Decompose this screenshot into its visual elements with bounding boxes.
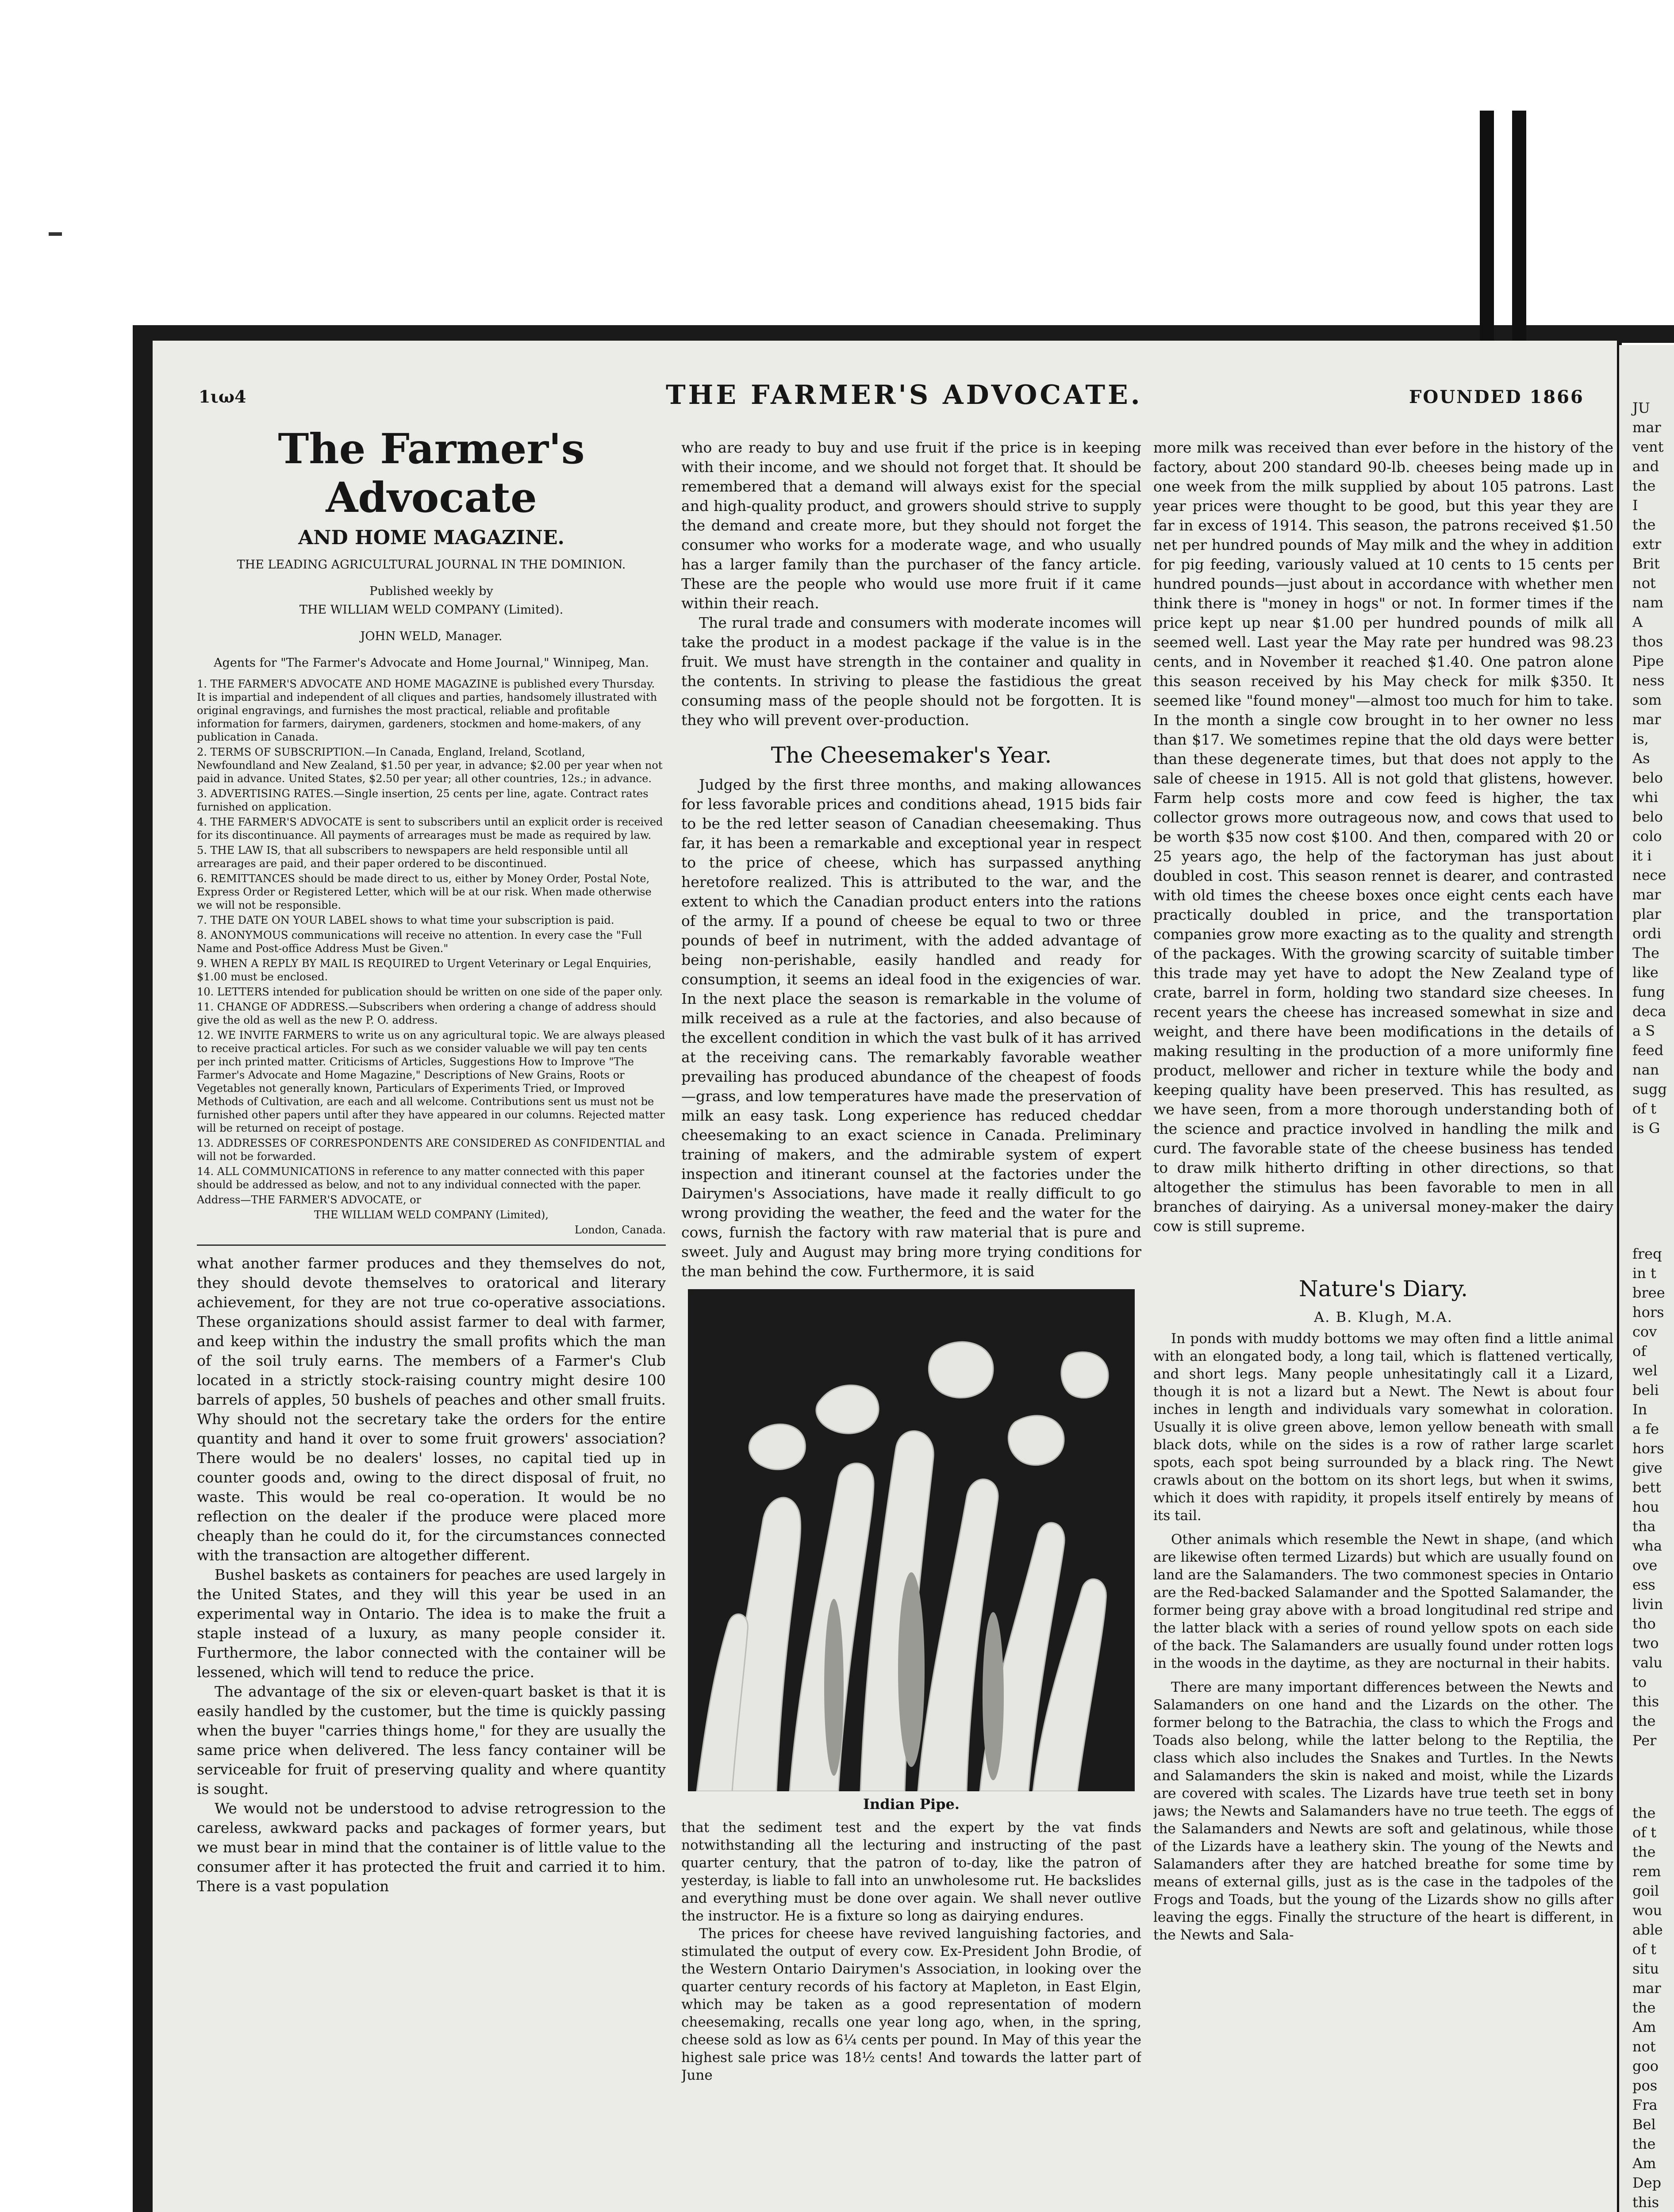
adjacent-page-fragment: bree	[1632, 1284, 1665, 1301]
adjacent-page-fragment: tho	[1632, 1615, 1656, 1632]
adjacent-page-fragment: nam	[1632, 594, 1664, 611]
natures-diary-headline: Nature's Diary.	[1299, 1276, 1468, 1302]
rules-list	[197, 677, 666, 1237]
adjacent-page-fragment: hou	[1632, 1498, 1659, 1515]
column-2	[681, 438, 1141, 2212]
adjacent-page-fragment: mar	[1632, 886, 1661, 903]
adjacent-page-fragment: rem	[1632, 1863, 1661, 1880]
adjacent-page-fragment: mar	[1632, 1980, 1661, 1997]
cheesemaker-article	[681, 775, 1141, 1281]
adjacent-page-fragment: the	[1632, 2135, 1656, 2152]
cheesemaker-article-end	[1153, 438, 1613, 1236]
adjacent-page-fragment: two	[1632, 1635, 1659, 1651]
adjacent-page-fragment: the	[1632, 1805, 1656, 1821]
adjacent-page-text	[1619, 345, 1674, 2212]
paragraph: The advantage of the six or eleven-quart basket is that it is easily handled by the customer, but the time is quickly passing when the buyer "carries things home," for they are usually the same price when delivered. The less fancy container will be serviceable for fruit of preserving quality and where quantity is sought.	[197, 1683, 666, 1797]
rule-item: 14. ALL COMMUNICATIONS in reference to any matter connected with this paper should be addressed as below, and not to any individual connected with the paper.	[197, 1165, 645, 1191]
adjacent-page-fragment: ess	[1632, 1576, 1655, 1593]
adjacent-page-fragment: cov	[1632, 1323, 1657, 1340]
adjacent-page-fragment: is,	[1632, 730, 1649, 747]
scan-border-top	[0, 0, 1674, 310]
adjacent-page-fragment: nece	[1632, 867, 1666, 883]
masthead-company: THE WILLIAM WELD COMPANY (Limited).	[299, 603, 564, 617]
column-1-article	[197, 1254, 666, 1896]
adjacent-page-fragment: like	[1632, 964, 1659, 981]
address-line-1: Address—THE FARMER'S ADVOCATE, or	[197, 1194, 422, 1206]
page-header	[153, 341, 1617, 411]
founded-line: FOUNDED 1866	[1409, 387, 1584, 407]
adjacent-page-fragment: in t	[1632, 1265, 1656, 1282]
adjacent-page-fragment: this	[1632, 1693, 1659, 1710]
masthead-published: Published weekly by	[369, 584, 493, 598]
adjacent-page-fragment: deca	[1632, 1003, 1666, 1020]
adjacent-page-fragment: freq	[1632, 1245, 1662, 1262]
masthead-tagline: THE LEADING AGRICULTURAL JOURNAL IN THE DOMINION.	[237, 558, 626, 572]
adjacent-page-fragment: Brit	[1632, 555, 1660, 572]
paragraph: There are many important differences between the Newts and Salamanders on one hand and the Lizards on the other. The former belong to the Batrachia, the class to which the Frogs and Toads also belong, while the latter belong to the Reptilia, the class which also includes the Snakes and Turtles. In the Newts and Salamanders the skin is naked and moist, while the Lizards are covered with scales. The Lizards have true teeth set in bony jaws; the Newts and Salamanders have no true teeth. The eggs of the Salamanders and Newts are soft and gelatinous, while those of the Lizards have a leathery skin. The young of the Newts and Salamanders after they are hatched breathe for some time by means of external gills, just as is the case in the tadpoles of the Frogs and Toads, but the young of the Lizards show no gills after leaving the eggs. Finally the structure of the heart is different, in the Newts and Sala-	[1153, 1679, 1613, 1943]
adjacent-page-fragment: ness	[1632, 672, 1665, 689]
rule-item: 2. TERMS OF SUBSCRIPTION.—In Canada, England, Ireland, Scotland, Newfoundland and New Zealand, $1.50 per year, in advance; $2.00 per year when not paid in advance. United States, $2.50 per year; all other countries, 12s.; in advance.	[197, 746, 663, 785]
adjacent-page-fragment: sugg	[1632, 1081, 1667, 1098]
address-line-3: London, Canada.	[574, 1224, 666, 1236]
adjacent-page-fragment: bett	[1632, 1479, 1662, 1496]
adjacent-page-fragment: hors	[1632, 1440, 1664, 1457]
adjacent-page-fragment: it i	[1632, 847, 1652, 864]
adjacent-page-fragment: belo	[1632, 769, 1663, 786]
adjacent-page-fragment: vent	[1632, 438, 1664, 455]
paragraph: what another farmer produces and they themselves do not, they should devote themselves to oratorical and literary achievement, for they are not true co-operative associations. These organizations should assist farmer to deal with farmer, and keep within the industry the small profits which the man of the soil truly earns. The members of a Farmer's Club located in a strictly stock-raising country might desire 100 barrels of apples, 50 bushels of peaches and other small fruits. Why should not the secretary take the orders for the entire quantity and hand it over to some fruit growers' association? There would be no dealers' losses, no capital tied up in counter goods and, owing to the direct disposal of fruit, no waste. This would be real co-operation. It would be no reflection on the dealer if the produce were placed more cheaply than he could do it, for the circumstances connected with the transaction are altogether different.	[197, 1255, 666, 1564]
adjacent-page-fragment: The	[1632, 945, 1659, 961]
adjacent-page-fragment: A	[1632, 614, 1643, 630]
column-1	[197, 425, 666, 2212]
adjacent-page-fragment: mar	[1632, 419, 1661, 436]
adjacent-page-fragment: som	[1632, 691, 1662, 708]
adjacent-page-fragment: wou	[1632, 1902, 1662, 1919]
fruit-article-continued	[681, 438, 1141, 730]
adjacent-page-fragment: tha	[1632, 1518, 1656, 1535]
rule-item: 3. ADVERTISING RATES.—Single insertion, 25 cents per line, agate. Contract rates furnished on application.	[197, 787, 649, 813]
masthead-divider	[197, 1244, 666, 1246]
paragraph: Other animals which resemble the Newt in shape, (and which are likewise often termed Lizards) but which are usually found on land are the Salamanders. The two commonest species in Ontario are the Red-backed Salamander and the Spotted Salamander, the former being gray above with a broad longitudinal red stripe and the latter black with a series of round yellow spots on each side of the back. The Salamanders are usually found under rotten logs in the woods in the daytime, as they are nocturnal in their habits.	[1153, 1532, 1613, 1671]
rule-item: 6. REMITTANCES should be made direct to us, either by Money Order, Postal Note, Express Order or Registered Letter, which will be at our risk. When made otherwise we will not be responsible.	[197, 872, 652, 911]
address-line-2: THE WILLIAM WELD COMPANY (Limited),	[314, 1209, 549, 1221]
adjacent-page-fragment: the	[1632, 477, 1656, 494]
adjacent-page-fragment: Fra	[1632, 2097, 1658, 2113]
adjacent-page-fragment: of t	[1632, 1824, 1657, 1841]
adjacent-page-fragment: not	[1632, 2038, 1656, 2055]
rule-item: 5. THE LAW IS, that all subscribers to newspapers are held responsible until all arrearages are paid, and their paper ordered to be discontinued.	[197, 844, 628, 870]
adjacent-page-fragment: Pipe	[1632, 653, 1664, 669]
indian-pipe-photo	[688, 1289, 1135, 1791]
adjacent-page-fragment: hors	[1632, 1304, 1664, 1321]
paragraph: who are ready to buy and use fruit if the price is in keeping with their income, and we should not forget that. It should be remembered that a demand will always exist for the special and high-quality product, and growers should strive to supply the demand and create more, but they should not forget the consumer who works for a moderate wage, and who usually has a larger family than the purchaser of the fancy article. These are the people who would use more fruit if it came within their reach.	[681, 439, 1141, 612]
masthead-agents: Agents for "The Farmer's Advocate and Home Journal," Winnipeg, Man.	[214, 656, 649, 670]
adjacent-page-fragment: the	[1632, 1999, 1656, 2016]
adjacent-page-fragment: a S	[1632, 1022, 1655, 1039]
scan-border-top-dark	[133, 325, 1674, 343]
adjacent-page-fragment: extr	[1632, 536, 1662, 553]
rule-item: 7. THE DATE ON YOUR LABEL shows to what time your subscription is paid.	[197, 914, 614, 926]
adjacent-page-fragment: livin	[1632, 1596, 1663, 1613]
rule-item: 1. THE FARMER'S ADVOCATE AND HOME MAGAZINE is published every Thursday. It is impartial and independent of all cliques and parties, handsomely illustrated with original engravings, and furnishes the most practical, reliable and profitable information for farmers, dairymen, gardeners, stockmen and home-makers, of any publication in Canada.	[197, 678, 657, 743]
masthead-manager: JOHN WELD, Manager.	[360, 630, 503, 643]
rule-item: 13. ADDRESSES OF CORRESPONDENTS ARE CONSIDERED AS CONFIDENTIAL and will not be forwarded.	[197, 1137, 665, 1163]
adjacent-page-fragment: of t	[1632, 1941, 1657, 1958]
running-head: THE FARMER'S ADVOCATE.	[666, 380, 1143, 411]
paragraph: that the sediment test and the expert by the vat finds notwithstanding all the lecturing and instructing of the past quarter century, that the patron of to-day, like the patron of yesterday, is liable to fall into an unwholesome rut. He backslides and everything must be done over again. We shall never outlive the instructor. He is a fixture so long as dairying endures.	[681, 1820, 1141, 1924]
masthead-title: The Farmer's Advocate	[278, 425, 585, 522]
masthead-subtitle: AND HOME MAGAZINE.	[298, 526, 564, 549]
cheesemaker-headline: The Cheesemaker's Year.	[771, 742, 1052, 768]
indian-pipe-illustration	[688, 1289, 1135, 1791]
adjacent-page-fragment: nan	[1632, 1061, 1659, 1078]
adjacent-page-fragment: of t	[1632, 1100, 1657, 1117]
paragraph: Bushel baskets as containers for peaches are used largely in the United States, and they will this year be used in an experimental way in Ontario. The idea is to make the fruit a staple instead of a luxury, as many people consider it. Furthermore, the labor connected with the container will be lessened, which will tend to reduce the price.	[197, 1566, 666, 1681]
adjacent-page-fragment: the	[1632, 1713, 1656, 1729]
adjacent-page-fragment: Per	[1632, 1732, 1657, 1749]
paragraph: The rural trade and consumers with moderate incomes will take the product in a modest package if the value is in the fruit. We must have strength in the container and quality in the contents. In striving to please the fastidious the great consuming mass of the people should not be forgotten. It is they who will prevent over-production.	[681, 614, 1141, 729]
adjacent-page-fragment: In	[1632, 1401, 1647, 1418]
column-3	[1153, 438, 1613, 2212]
adjacent-page-fragment: goo	[1632, 2058, 1659, 2074]
adjacent-page-fragment: the	[1632, 516, 1656, 533]
rule-item: 10. LETTERS intended for publication should be written on one side of the paper only.	[197, 986, 663, 998]
rule-item: 11. CHANGE OF ADDRESS.—Subscribers when ordering a change of address should give the old as well as the new P. O. address.	[197, 1001, 657, 1026]
adjacent-page-fragment: this	[1632, 2194, 1659, 2211]
rule-item: 4. THE FARMER'S ADVOCATE is sent to subscribers until an explicit order is received for its discontinuance. All payments of arrearages must be made as required by law.	[197, 816, 663, 841]
adjacent-page-fragment: whi	[1632, 789, 1659, 806]
adjacent-page-fragment: and	[1632, 458, 1659, 475]
newspaper-page	[153, 341, 1617, 2212]
adjacent-page-fragment: is G	[1632, 1120, 1660, 1137]
rule-item: 8. ANONYMOUS communications will receive no attention. In every case the "Full Name and Post-office Address Must be Given."	[197, 929, 642, 955]
adjacent-page-fragment: fung	[1632, 983, 1665, 1000]
adjacent-page-fragment: plar	[1632, 906, 1662, 922]
adjacent-page-fragment: Am	[1632, 2155, 1656, 2172]
adjacent-page-fragment: a fe	[1632, 1421, 1659, 1437]
adjacent-page-edge	[1619, 345, 1674, 2212]
adjacent-page-fragment: give	[1632, 1459, 1662, 1476]
adjacent-page-fragment: valu	[1632, 1654, 1662, 1671]
rule-item: 12. WE INVITE FARMERS to write us on any agricultural topic. We are always pleased to receive practical articles. For such as we consider valuable we will pay ten cents per inch printed matter. Criticisms of Articles, Suggestions How to Improve "The Farmer's Advocate and Home Magazine," Descriptions of New Grains, Roots or Vegetables not generally known, Particulars of Experiments Tried, or Improved Methods of Cultivation, are each and all welcome. Contributions sent us must not be furnished other papers until after they have appeared in our columns. Rejected matter will be returned on receipt of postage.	[197, 1029, 665, 1134]
natures-diary-byline: A. B. Klugh, M.A.	[1314, 1309, 1453, 1325]
adjacent-page-fragment: Bel	[1632, 2116, 1656, 2133]
page-number: 1ιω4	[199, 387, 246, 407]
adjacent-page-fragment: wha	[1632, 1537, 1662, 1554]
scan-mark-left	[49, 232, 62, 236]
adjacent-page-fragment: situ	[1632, 1960, 1659, 1977]
adjacent-page-fragment: of	[1632, 1343, 1647, 1359]
scan-border-left	[133, 336, 153, 2212]
adjacent-page-fragment: not	[1632, 575, 1656, 591]
adjacent-page-fragment: able	[1632, 1921, 1663, 1938]
paragraph: more milk was received than ever before in the history of the factory, about 200 standard 90-lb. cheeses being made up in one week from the milk supplied by about 105 patrons. Last year prices were thought to be good, but this year they are far in excess of 1914. This season, the patrons received $1.50 net per hundred pounds of May milk and the whey in addition for pig feeding, variously valued at 10 cents to 15 cents per hundred pounds—just about in accordance with whether men think there is "money in hogs" or not. In former times if the price kept up near $1.00 per hundred pounds of milk all seemed well. Last year the May rate per hundred was 98.23 cents, and in November it reached $1.40. One patron alone this season received by his May check for milk $350. It seemed like "found money"—almost too much for him to take. In the month a single cow brought in to her owner no less than $17. We sometimes repine that the old days were better than these degenerate times, but that does not apply to the sale of cheese in 1915. All is not gold that glistens, however. Farm help costs more and cow feed is higher, the tax collector grows more outrageous now, and cows that used to be worth $35 now cost $100. And then, compared with 20 or 25 years ago, the help of the factoryman has just about doubled in cost. This season rennet is dearer, and contrasted with old times the cheese boxes once eight cents each have practically doubled in price, and the transportation companies grow more exacting as to the quality and strength of the packages. With the growing scarcity of suitable timber this trade may yet have to adopt the New Zealand type of crate, barrel in form, holding two standard size cheeses. In recent years the cheese has increased somewhat in size and weight, and there have been modifications in the details of making resulting in the production of a more uniformly fine product, mellower and richer in texture while the body and keeping quality have been preserved. This has resulted, as we have seen, from a more thorough understanding both of the science and practice involved in handling the milk and curd. The favorable state of the cheese business has tended to draw milk hitherto drifting in other directions, so that altogether the stimulus has been favorable to men in all branches of dairying. As a universal money-maker the dairy cow is still supreme.	[1153, 439, 1613, 1235]
natures-diary-article	[1153, 1330, 1613, 1944]
adjacent-page-fragment: beli	[1632, 1382, 1659, 1398]
paragraph: We would not be understood to advise retrogression to the careless, awkward packs and packages of former years, but we must bear in mind that the container is of little value to the consumer after it has protected the fruit and carried it to him. There is a vast population	[197, 1800, 666, 1895]
paragraph: The prices for cheese have revived languishing factories, and stimulated the output of every cow. Ex-President John Brodie, of the Western Ontario Dairymen's Association, in looking over the quarter century records of his factory at Mapleton, in East Elgin, which may be taken as a good representation of modern cheesemaking, recalls one year long ago, when, in the spring, cheese sold as low as 6¼ cents per pound. In May of this year the highest sale price was 18½ cents! And towards the latter part of June	[681, 1926, 1141, 2083]
adjacent-page-fragment: pos	[1632, 2077, 1658, 2094]
adjacent-page-fragment: JU	[1632, 399, 1650, 416]
adjacent-page-fragment: belo	[1632, 808, 1663, 825]
paragraph: Judged by the first three months, and making allowances for less favorable prices and conditions ahead, 1915 bids fair to be the red letter season of Canadian cheesemaking. Thus far, it has been a remarkable and exceptional year in respect to the price of cheese, which has surpassed anything heretofore realized. This is attributed to the war, and the extent to which the Canadian product enters into the rations of the army. If a pound of cheese be equal to two or three pounds of beef in nutriment, with the added advantage of being non-perishable, easily handled and ready for consumption, it seems an ideal food in the exigencies of war. In the next place the season is remarkable in the volume of milk received as a rule at the factories, and also because of the excellent condition in which the vast bulk of it has arrived at the receiving cans. The remarkably favorable weather prevailing has produced abundance of the cheapest of foods—grass, and low temperatures have made the preservation of milk an easy task. Long experience has reduced cheddar cheesemaking to an exact science in Canada. Preliminary training of makers, and the admirable system of expert inspection and itinerant counsel at the factories under the Dairymen's Associations, have made it really difficult to go wrong providing the weather, the feed and the water for the cows, furnish the factory with raw material that is pure and sweet. July and August may bring more trying conditions for the man behind the cow. Furthermore, it is said	[681, 776, 1141, 1280]
adjacent-page-fragment: colo	[1632, 828, 1662, 845]
adjacent-page-fragment: ordi	[1632, 925, 1662, 942]
rule-item: 9. WHEN A REPLY BY MAIL IS REQUIRED to Urgent Veterinary or Legal Enquiries, $1.00 must be enclosed.	[197, 957, 652, 983]
adjacent-page-fragment: goil	[1632, 1882, 1659, 1899]
adjacent-page-fragment: the	[1632, 1843, 1656, 1860]
adjacent-page-fragment: thos	[1632, 633, 1663, 650]
adjacent-page-fragment: As	[1632, 750, 1650, 767]
paragraph: In ponds with muddy bottoms we may often find a little animal with an elongated body, a long tail, which is flattened vertically, and short legs. Many people unhesitatingly call it a Lizard, though it is not a lizard but a Newt. The Newt is about four inches in length and individuals vary somewhat in coloration. Usually it is olive green above, lemon yellow beneath with small black dots, while on the sides is a row of rather large scarlet spots, each spot being surrounded by a black ring. The Newt crawls about on the bottom on its short legs, but when it swims, which it does with rapidity, it propels itself entirely by means of its tail.	[1153, 1331, 1613, 1524]
adjacent-page-fragment: I	[1632, 497, 1638, 514]
adjacent-page-fragment: to	[1632, 1674, 1647, 1690]
adjacent-page-fragment: ove	[1632, 1557, 1658, 1574]
photo-caption: Indian Pipe.	[863, 1796, 960, 1813]
adjacent-page-fragment: Dep	[1632, 2174, 1662, 2191]
adjacent-page-fragment: wel	[1632, 1362, 1658, 1379]
adjacent-page-fragment: feed	[1632, 1042, 1664, 1059]
cheesemaker-article-continued	[681, 1819, 1141, 2084]
adjacent-page-fragment: mar	[1632, 711, 1661, 728]
adjacent-page-fragment: Am	[1632, 2019, 1656, 2035]
